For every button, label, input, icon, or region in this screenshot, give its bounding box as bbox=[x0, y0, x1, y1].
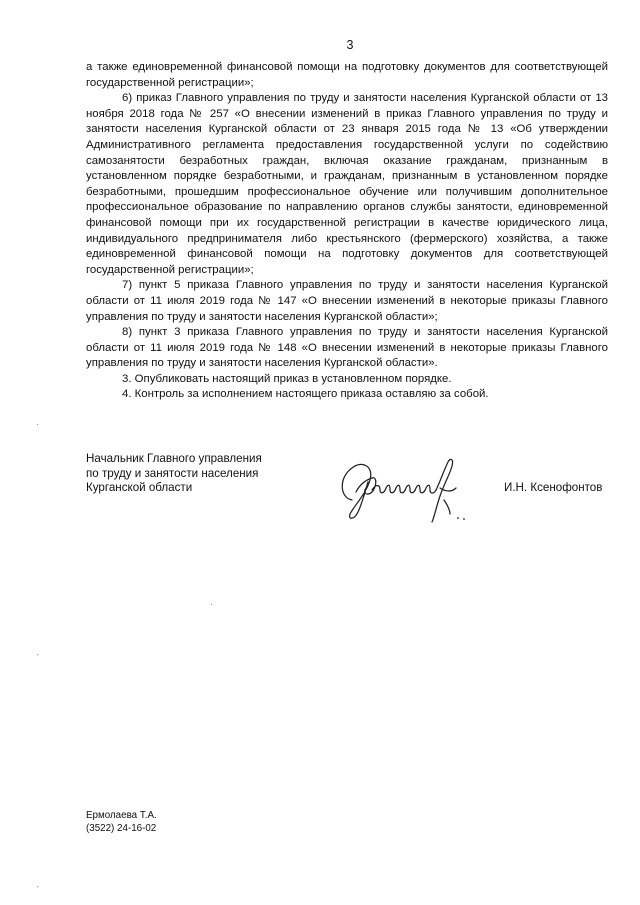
executor-phone: (3522) 24-16-02 bbox=[86, 823, 157, 834]
paragraph-item-6: 6) приказ Главного управления по труду и занятости населения Курганской области от 13 ноября 2018 года № 257 «О внесении изменений в приказ Главного управления по труду и занятости населения Курганской области от 23 января 2015 года № 13 «Об утверждении Административного регламента предоставления государственной услуги по содействию самозанятости безработных граждан, включая оказание гражданам, признанным в установленном порядке безработными, и гражданам, признанным в установленном порядке безработными, прошедшим профессиональное обучение или получившим дополнительное профессиональное образование по направлению органов службы занятости, единовременной финансовой помощи при их государственной регистрации в качестве юридического лица, индивидуального предпринимателя либо крестьянского (фермерского) хозяйства, а также единовременной финансовой помощи на подготовку документов для соответствующей государственной регистрации»; bbox=[86, 92, 608, 276]
scan-artifact bbox=[37, 886, 38, 887]
paragraph-item-8: 8) пункт 3 приказа Главного управления по труду и занятости населения Курганской области от 11 июля 2019 года № 148 «О внесении изменений в некоторые приказы Главного управления по труду и занятости населения Курганской области». bbox=[86, 326, 608, 370]
handwritten-signature bbox=[332, 448, 482, 528]
document-body bbox=[86, 60, 608, 403]
paragraph-item-4: 4. Контроль за исполнением настоящего приказа оставляю за собой. bbox=[122, 388, 489, 401]
signatory-name: И.Н. Ксенофонтов bbox=[504, 481, 603, 494]
executor-name: Ермолаева Т.А. bbox=[86, 810, 157, 821]
scan-artifact bbox=[211, 604, 212, 605]
paragraph-item-7: 7) пункт 5 приказа Главного управления по труду и занятости населения Курганской области от 11 июля 2019 года № 147 «О внесении изменений в некоторые приказы Главного управления по труду и занятости населения Курганской области»; bbox=[86, 279, 608, 323]
position-line: Курганской области bbox=[86, 481, 193, 495]
page-number: 3 bbox=[346, 38, 354, 52]
scan-artifact bbox=[37, 654, 38, 655]
position-line: Начальник Главного управления bbox=[86, 452, 262, 465]
signatory-position bbox=[86, 452, 262, 496]
position-line: по труду и занятости населения bbox=[86, 466, 259, 480]
executor-info bbox=[86, 809, 157, 835]
paragraph-item-3: 3. Опубликовать настоящий приказ в установленном порядке. bbox=[122, 372, 452, 385]
paragraph-continuation: а также единовременной финансовой помощи на подготовку документов для соответствующей государственной регистрации»; bbox=[86, 61, 608, 89]
scan-artifact bbox=[37, 424, 38, 425]
